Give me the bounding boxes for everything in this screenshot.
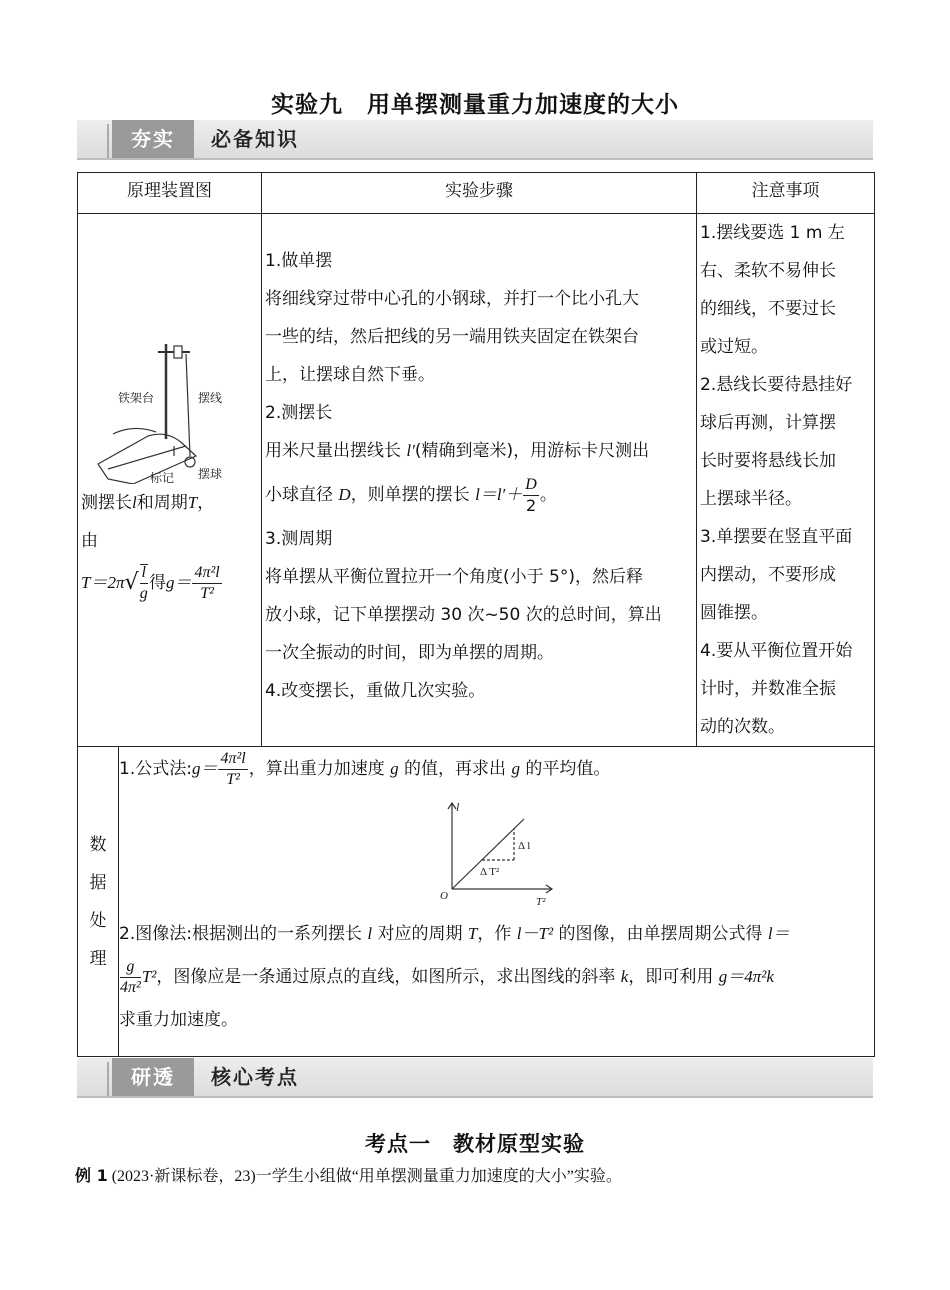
l-T2-graph	[432, 799, 562, 909]
note-line: 或过短。	[700, 337, 768, 357]
graph-origin: O	[440, 890, 448, 902]
note-line: 右、柔软不易伸长	[700, 261, 836, 281]
graph-y-label: l	[456, 800, 460, 814]
label-mark: 标记	[150, 471, 175, 484]
label-ball: 摆球	[198, 467, 223, 481]
note-line: 的细线，不要过长	[700, 299, 836, 319]
header-steps: 实验步骤	[262, 173, 697, 214]
note-line: 球后再测，计算摆	[700, 413, 836, 433]
example-label: 例 1	[75, 1166, 108, 1185]
principle-cell	[78, 214, 262, 747]
graph-x-label: T²	[536, 896, 546, 908]
note-line: 上摆球半径。	[700, 489, 802, 509]
note-line: 圆锥摆。	[700, 603, 768, 623]
header-notes: 注意事项	[697, 173, 875, 214]
banner-edge	[107, 1062, 109, 1096]
note-line: 4.要从平衡位置开始	[700, 641, 853, 661]
note-line: 计时，并数准全振	[700, 679, 836, 699]
section-banner-core	[77, 1058, 873, 1098]
topic-heading: 考点一 教材原型实验	[365, 1132, 585, 1156]
pendulum-apparatus-diagram	[78, 334, 262, 484]
header-principle: 原理装置图	[78, 173, 262, 214]
graph-dl: Δ l	[518, 840, 531, 852]
notes-cell	[697, 214, 875, 747]
note-line: 2.悬线长要待悬挂好	[700, 375, 853, 395]
steps-cell: 1.做单摆 将细线穿过带中心孔的小钢球，并打一个比小孔大 一些的结，然后把线的另一端用铁夹固定在铁架台 上，让摆球自然下垂。 2.测摆长 用米尺量出摆线长 l′(精确到毫米)，用游标卡尺测出 小球直径 D，则单摆的摆长 l＝l′＋ $\frac{D}{2}$ 。 3.测周期 将单摆从平衡位置拉开一个角度(小于 5°)，然后释 放小球，记下单摆摆动 30 次~50 次的总时间，算出 一次全振动的时间，即为单摆的周期。 4.改变摆长，重做几次实验。	[262, 214, 697, 747]
section-banner-knowledge	[77, 120, 873, 160]
section-title: 核心考点	[211, 1065, 299, 1089]
knowledge-table	[77, 172, 875, 1057]
page-title: 实验九 用单摆测量重力加速度的大小	[271, 92, 679, 118]
note-line: 3.单摆要在竖直平面	[700, 527, 853, 547]
note-line: 长时要将悬线长加	[700, 451, 836, 471]
banner-edge	[107, 124, 109, 158]
data-processing-cell: 1.公式法:g＝ $\frac{\text{4π²l}}{\text{T²}}$ ，算出重力加速度 g 的值，再求出 g 的平均值。 l T² O Δ l Δ T² 2.图像法:根据测出的一系列摆长 l 对应的周期 T，作 l－T² 的图像，由单摆周期公式得 l＝ $\frac{g}{\text{4π²}}$ T²，图像应是一条通过原点的直线，如图所示，求出图线的斜率 k，即可利用 g＝4π²k 求重力加速度。	[119, 747, 875, 1057]
example-text: (2023·新课标卷，23)一学生小组做“用单摆测量重力加速度的大小”实验。	[107, 1168, 622, 1185]
section-tag: 夯实	[112, 120, 194, 158]
note-line: 内摆动，不要形成	[700, 565, 836, 585]
label-stand: 铁架台	[118, 391, 155, 405]
data-processing-label: 数 据 处 理	[78, 747, 119, 1057]
label-string: 摆线	[198, 391, 223, 405]
principle-text: 测摆长l和周期T， 由 T＝2π√ $\frac{l}{g}$ 得g＝ $\frac{\text{4π²l}}{\text{T²}}$	[81, 493, 220, 602]
example-line	[75, 1163, 622, 1186]
note-line: 1.摆线要选 1 m 左	[700, 223, 845, 243]
section-title: 必备知识	[211, 127, 299, 151]
note-line: 动的次数。	[700, 717, 785, 737]
section-tag: 研透	[112, 1058, 194, 1096]
graph-dT: Δ T²	[480, 866, 500, 878]
